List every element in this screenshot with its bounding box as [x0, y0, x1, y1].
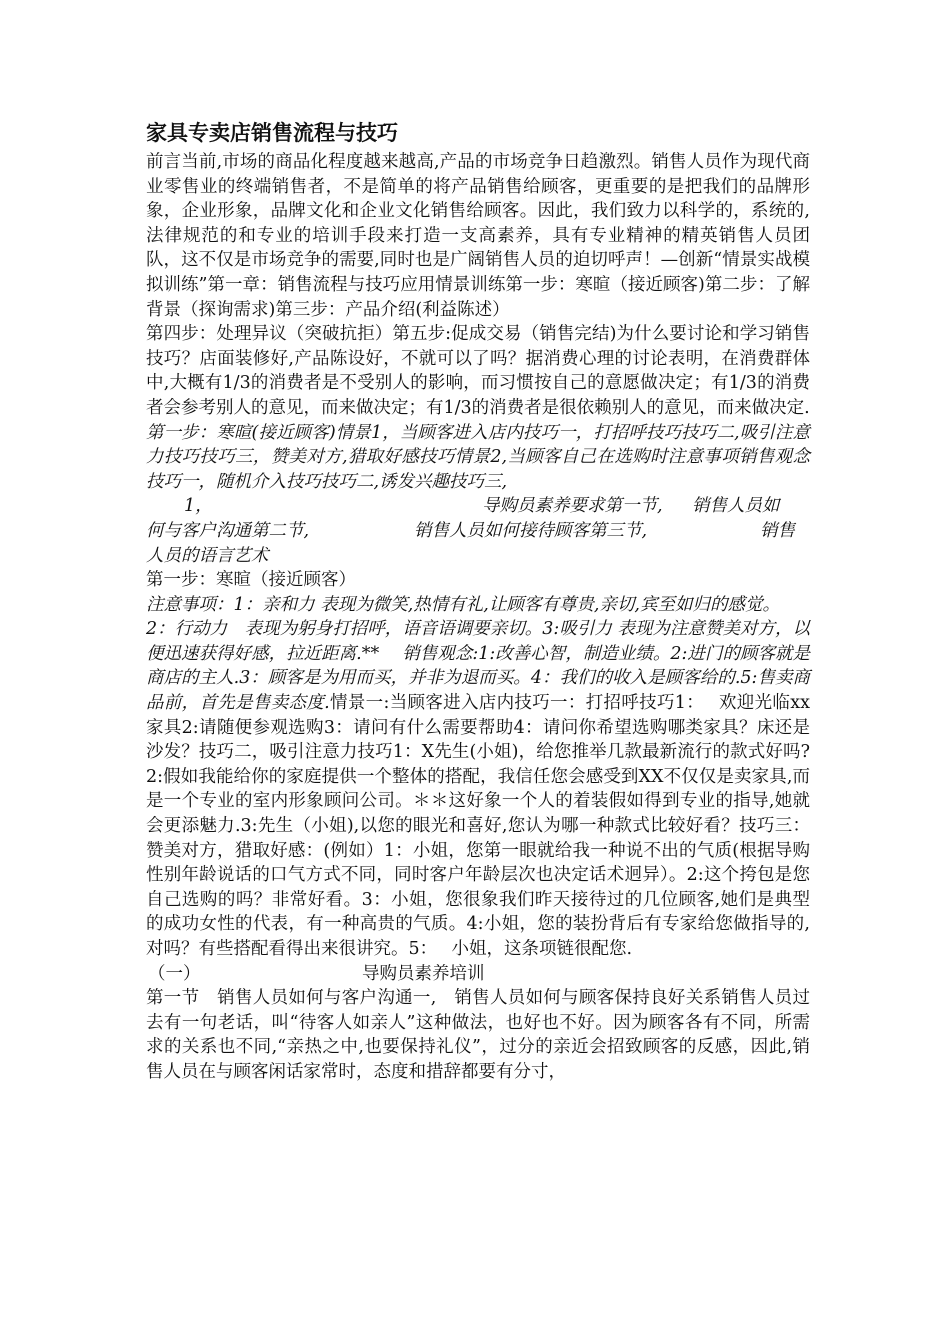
- toc-block: [146, 494, 810, 568]
- document-page: [146, 118, 810, 1085]
- toc-item-2-end: 何与客户沟通第二节,: [146, 520, 310, 541]
- sales-concepts-text: 2：行动力 表现为躬身打招呼，语音语调要亲切。3:吸引力 表现为注意赞美对方，以便迅速获得好感，拉近距离.** 销售观念:1:改善心智，制造业绩。2:进门的顾客就是商店的主人.3：顾客是为用而买，并非为退而买。4：我们的收入是顾客给的.5:售卖商品前，首先是售卖态度.: [146, 619, 810, 714]
- document-title: 家具专卖店销售流程与技巧: [146, 121, 398, 145]
- section-heading-row: [146, 962, 810, 987]
- toc-item-4-end: 人员的语言艺术: [146, 545, 269, 566]
- toc-number: 1，: [184, 496, 213, 517]
- paragraph-techniques: [146, 617, 810, 961]
- section-number: （一）: [148, 963, 201, 984]
- paragraph-step-one-scenarios: 第一步：寒暄(接近顾客)情景1，当顾客进入店内技巧一，打招呼技巧技巧二,吸引注意力技巧技巧三，赞美对方,猎取好感技巧情景2,当顾客自己在选购时注意事项销售观念技巧一，随机介入技巧技巧二,诱发兴趣技巧三,: [146, 422, 810, 492]
- paragraph-step-four: 第四步：处理异议（突破抗拒）第五步:促成交易（销售完结)为什么要讨论和学习销售技巧？店面装修好,产品陈设好，不就可以了吗？据消费心理的讨论表明，在消费群体中,大概有1/3的消费者是不受别人的影响，而习惯按自己的意愿做决定；有1/3的消费者会参考别人的意见，而来做决定；有1/3的消费者是很依赖别人的意见，而来做决定.: [146, 324, 810, 418]
- toc-item-3: 销售人员如何接待顾客第三节,: [414, 520, 648, 541]
- toc-line-2: [146, 519, 810, 544]
- scenario-one-text: 情景一:当顾客进入店内技巧一：打招呼技巧1： 欢迎光临xx家具2:请随便参观选购3：请问有什么需要帮助4：请问你希望选购哪类家具？床还是沙发？技巧二，吸引注意力技巧1：X先生(小姐)，给您推举几款最新流行的款式好吗?2:假如我能给你的家庭提供一个整体的搭配，我信任您会感受到XX不仅仅是卖家具,而是一个专业的室内形象顾问公司。＊＊这好象一个人的着装假如得到专业的指导,她就会更添魅力.3:先生（小姐),以您的眼光和喜好,您认为哪一种款式比较好看？技巧三：赞美对方，猎取好感：(例如）1：小姐，您第一眼就给我一种说不出的气质(根据导购性别年龄说话的口气方式不同，同时客户年龄层次也决定话术迥异）。2:这个挎包是您自己选购的吗？非常好看。3：小姐，您很象我们昨天接待过的几位顾客,她们是典型的成功女性的代表，有一种高贵的气质。4:小姐，您的装扮背后有专家给您做指导的,对吗？有些搭配看得出来很讲究。5： 小姐，这条项链很配您.: [146, 693, 810, 959]
- toc-line-3: [146, 544, 810, 569]
- toc-item-4-start: 销售: [760, 520, 795, 541]
- toc-line-1: [146, 494, 810, 519]
- paragraph-step-one-heading: 第一步：寒暄（接近顾客）: [146, 570, 356, 591]
- paragraph-notes: 注意事项：1：亲和力 表现为微笑,热情有礼,让顾客有尊贵,亲切,宾至如归的感觉。: [146, 594, 780, 615]
- paragraph-section-one: 第一节 销售人员如何与客户沟通一, 销售人员如何与顾客保持良好关系销售人员过去有一句老话，叫“待客人如亲人”这种做法，也好也不好。因为顾客各有不同，所需求的关系也不同,“亲热之中,也要保持礼仪”，过分的亲近会招致顾客的反感，因此,销售人员在与顾客闲话家常时，态度和措辞都要有分寸，: [146, 988, 810, 1082]
- section-title: 导购员素养培训: [362, 963, 485, 984]
- toc-item-1: 导购员素养要求第一节,: [482, 496, 663, 517]
- toc-item-2-start: 销售人员如: [692, 496, 780, 517]
- paragraph-intro: 前言当前,市场的商品化程度越来越高,产品的市场竞争日趋激烈。销售人员作为现代商业零售业的终端销售者，不是简单的将产品销售给顾客，更重要的是把我们的品牌形象，企业形象，品牌文化和企业文化销售给顾客。因此，我们致力以科学的，系统的,法律规范的和专业的培训手段来打造一支高素养，具有专业精神的精英销售人员团队，这不仅是市场竞争的需要,同时也是广阔销售人员的迫切呼声！—创新“情景实战模拟训练”第一章：销售流程与技巧应用情景训练第一步：寒暄（接近顾客)第二步：了解背景（探询需求)第三步：产品介绍(利益陈述）: [146, 152, 810, 320]
